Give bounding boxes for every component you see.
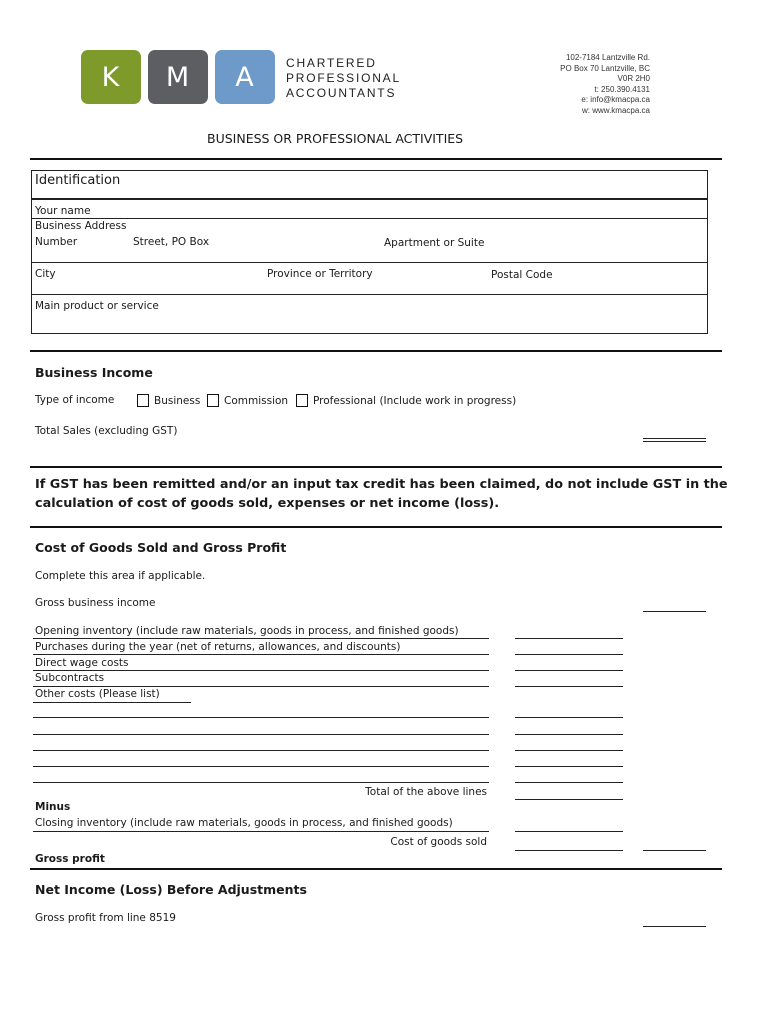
row-divider <box>31 218 708 219</box>
row-divider <box>31 262 708 263</box>
other-cost-amount[interactable] <box>515 766 623 767</box>
divider <box>30 868 722 870</box>
your-name-label: Your name <box>35 205 91 217</box>
gross-profit-from-label: Gross profit from line 8519 <box>35 912 176 924</box>
gross-profit-label: Gross profit <box>35 853 105 865</box>
city-label: City <box>35 268 56 280</box>
logo-letter-k: K <box>81 50 141 104</box>
subcontracts-field[interactable] <box>515 686 623 687</box>
street-label: Street, PO Box <box>133 236 210 248</box>
address-postal: V0R 2H0 <box>617 74 650 83</box>
cost-of-goods-sold-label: Cost of goods sold <box>390 836 487 848</box>
other-cost-amount[interactable] <box>515 782 623 783</box>
identification-heading: Identification <box>35 173 121 188</box>
other-costs-label: Other costs (Please list) <box>35 688 160 700</box>
type-of-income-label: Type of income <box>35 394 115 406</box>
row-line <box>33 654 489 655</box>
gst-notice-line-1: If GST has been remitted and/or an input tax credit has been claimed, do not include GST in the <box>35 477 728 492</box>
other-cost-amount[interactable] <box>515 750 623 751</box>
row-line <box>33 638 489 639</box>
form-title: BUSINESS OR PROFESSIONAL ACTIVITIES <box>207 131 464 146</box>
logo-letter-m: M <box>148 50 208 104</box>
tagline <box>286 56 401 101</box>
other-cost-line[interactable] <box>33 782 489 783</box>
direct-wage-label: Direct wage costs <box>35 657 129 669</box>
address-email: e: info@kmacpa.ca <box>581 95 650 104</box>
business-income-heading: Business Income <box>35 365 153 380</box>
row-divider <box>31 198 708 200</box>
cogs-heading: Cost of Goods Sold and Gross Profit <box>35 540 287 555</box>
row-divider <box>31 294 708 295</box>
postal-code-label: Postal Code <box>491 269 553 281</box>
logo-letter-a: A <box>215 50 275 104</box>
row-line <box>33 702 191 703</box>
firm-address <box>560 53 650 116</box>
divider <box>30 350 722 352</box>
province-label: Province or Territory <box>267 268 373 280</box>
closing-inventory-field[interactable] <box>515 831 623 832</box>
divider <box>30 526 722 528</box>
professional-option-label: Professional (Include work in progress) <box>313 395 517 407</box>
opening-inventory-label: Opening inventory (include raw materials, goods in process, and finished goods) <box>35 625 459 637</box>
cogs-intro: Complete this area if applicable. <box>35 570 206 582</box>
tagline-line-2: PROFESSIONAL <box>286 71 401 85</box>
professional-checkbox[interactable] <box>296 394 308 407</box>
business-address-label: Business Address <box>35 220 127 232</box>
total-above-field[interactable] <box>515 799 623 800</box>
gst-notice <box>35 475 728 513</box>
address-street: 102-7184 Lantzville Rd. <box>565 53 650 62</box>
total-sales-label: Total Sales (excluding GST) <box>35 425 178 437</box>
other-cost-amount[interactable] <box>515 734 623 735</box>
divider <box>30 158 722 160</box>
other-cost-line[interactable] <box>33 734 489 735</box>
total-above-label: Total of the above lines <box>365 786 487 798</box>
total-sales-field[interactable] <box>643 438 706 439</box>
direct-wage-field[interactable] <box>515 670 623 671</box>
row-line <box>33 670 489 671</box>
other-cost-line[interactable] <box>33 750 489 751</box>
business-option-label: Business <box>154 395 201 407</box>
purchases-field[interactable] <box>515 654 623 655</box>
divider <box>30 466 722 468</box>
other-cost-line[interactable] <box>33 766 489 767</box>
address-web: w: www.kmacpa.ca <box>581 105 650 115</box>
total-sales-field-underline <box>643 441 706 442</box>
purchases-label: Purchases during the year (net of returns, allowances, and discounts) <box>35 641 401 653</box>
other-cost-amount[interactable] <box>515 717 623 718</box>
gross-income-label: Gross business income <box>35 597 156 609</box>
closing-inventory-label: Closing inventory (include raw materials, goods in process, and finished goods) <box>35 817 453 829</box>
other-cost-line[interactable] <box>33 717 489 718</box>
cost-of-goods-sold-field[interactable] <box>515 850 623 851</box>
commission-option-label: Commission <box>224 395 289 407</box>
address-po-box: PO Box 70 Lantzville, BC <box>560 63 650 73</box>
opening-inventory-field[interactable] <box>515 638 623 639</box>
address-phone: t: 250.390.4131 <box>594 84 650 94</box>
commission-checkbox[interactable] <box>207 394 219 407</box>
business-checkbox[interactable] <box>137 394 149 407</box>
gst-notice-line-2: calculation of cost of goods sold, expenses or net income (loss). <box>35 496 500 511</box>
main-product-label: Main product or service <box>35 300 159 312</box>
subcontracts-label: Subcontracts <box>35 672 105 684</box>
cost-of-goods-sold-total[interactable] <box>643 850 706 851</box>
gross-income-field[interactable] <box>643 611 706 612</box>
gross-profit-from-field[interactable] <box>643 926 706 927</box>
tagline-line-3: ACCOUNTANTS <box>286 86 397 100</box>
minus-label: Minus <box>35 801 71 813</box>
tagline-line-1: CHARTERED <box>286 56 377 70</box>
net-income-heading: Net Income (Loss) Before Adjustments <box>35 882 307 897</box>
row-line <box>33 831 489 832</box>
number-label: Number <box>35 236 78 248</box>
apartment-label: Apartment or Suite <box>384 237 485 249</box>
row-line <box>33 686 489 687</box>
